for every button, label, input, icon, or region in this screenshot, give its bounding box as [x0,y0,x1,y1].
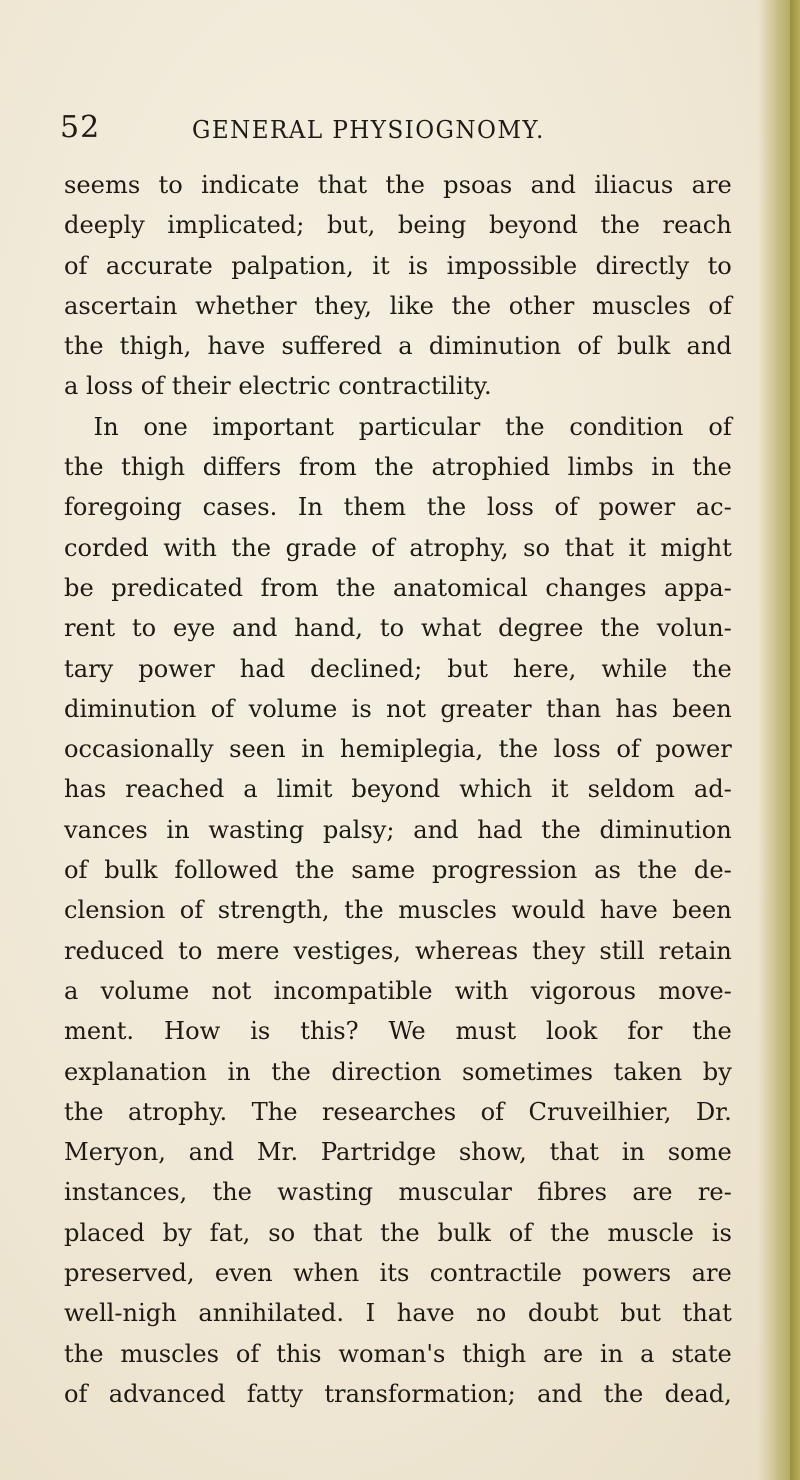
text-line: well-nigh annihilated. I have no doubt but that [64,1298,732,1328]
text-line: diminution of volume is not greater than has been [64,693,732,723]
text-line: vances in wasting palsy; and had the diminution [64,814,732,844]
text-line: ascertain whether they, like the other muscles of [64,290,732,320]
running-head: GENERAL PHYSIOGNOMY. [192,116,545,144]
text-line: of advanced fatty transformation; and the dead, [64,1378,732,1408]
text-line: the thigh differs from the atrophied limbs in the [64,452,732,482]
text-line: tary power had declined; but here, while the [64,653,732,683]
text-line: the thigh, have suffered a diminution of bulk and [64,331,732,361]
text-line: occasionally seen in hemiplegia, the loss of power [64,734,732,764]
text-line: seems to indicate that the psoas and iliacus are [64,170,732,199]
text-line: foregoing cases. In them the loss of power ac- [64,492,732,522]
page-number: 52 [60,110,101,145]
text-line: deeply implicated; but, being beyond the reach [64,210,732,240]
text-line: placed by fat, so that the bulk of the muscle is [64,1217,732,1247]
text-line: explanation in the direction sometimes taken by [64,1056,732,1086]
text-line: the atrophy. The researches of Cruveilhier, Dr. [64,1096,732,1126]
text-line: be predicated from the anatomical changes appa- [64,572,732,602]
body-text [64,165,742,1414]
page-header [60,108,750,148]
text-line: corded with the grade of atrophy, so that it might [64,532,732,562]
text-line: the muscles of this woman's thigh are in a state [64,1338,732,1368]
text-line: has reached a limit beyond which it seldom ad- [64,774,732,804]
text-line: a loss of their electric contractility. [64,371,492,401]
text-line: In one important particular the condition of [93,411,732,441]
text-line: of bulk followed the same progression as the de- [64,855,732,885]
text-line: reduced to mere vestiges, whereas they still retain [64,935,732,965]
text-line: Meryon, and Mr. Partridge show, that in some [64,1137,732,1167]
page-edge [790,0,800,1480]
text-line: instances, the wasting muscular fibres are re- [64,1177,732,1207]
text-line: of accurate palpation, it is impossible directly to [64,250,732,280]
text-line: rent to eye and hand, to what degree the volun- [64,613,732,643]
text-line: ment. How is this? We must look for the [64,1016,732,1046]
text-line: a volume not incompatible with vigorous move- [64,975,732,1005]
text-line: clension of strength, the muscles would have been [64,895,732,925]
text-line: preserved, even when its contractile powers are [64,1258,732,1288]
